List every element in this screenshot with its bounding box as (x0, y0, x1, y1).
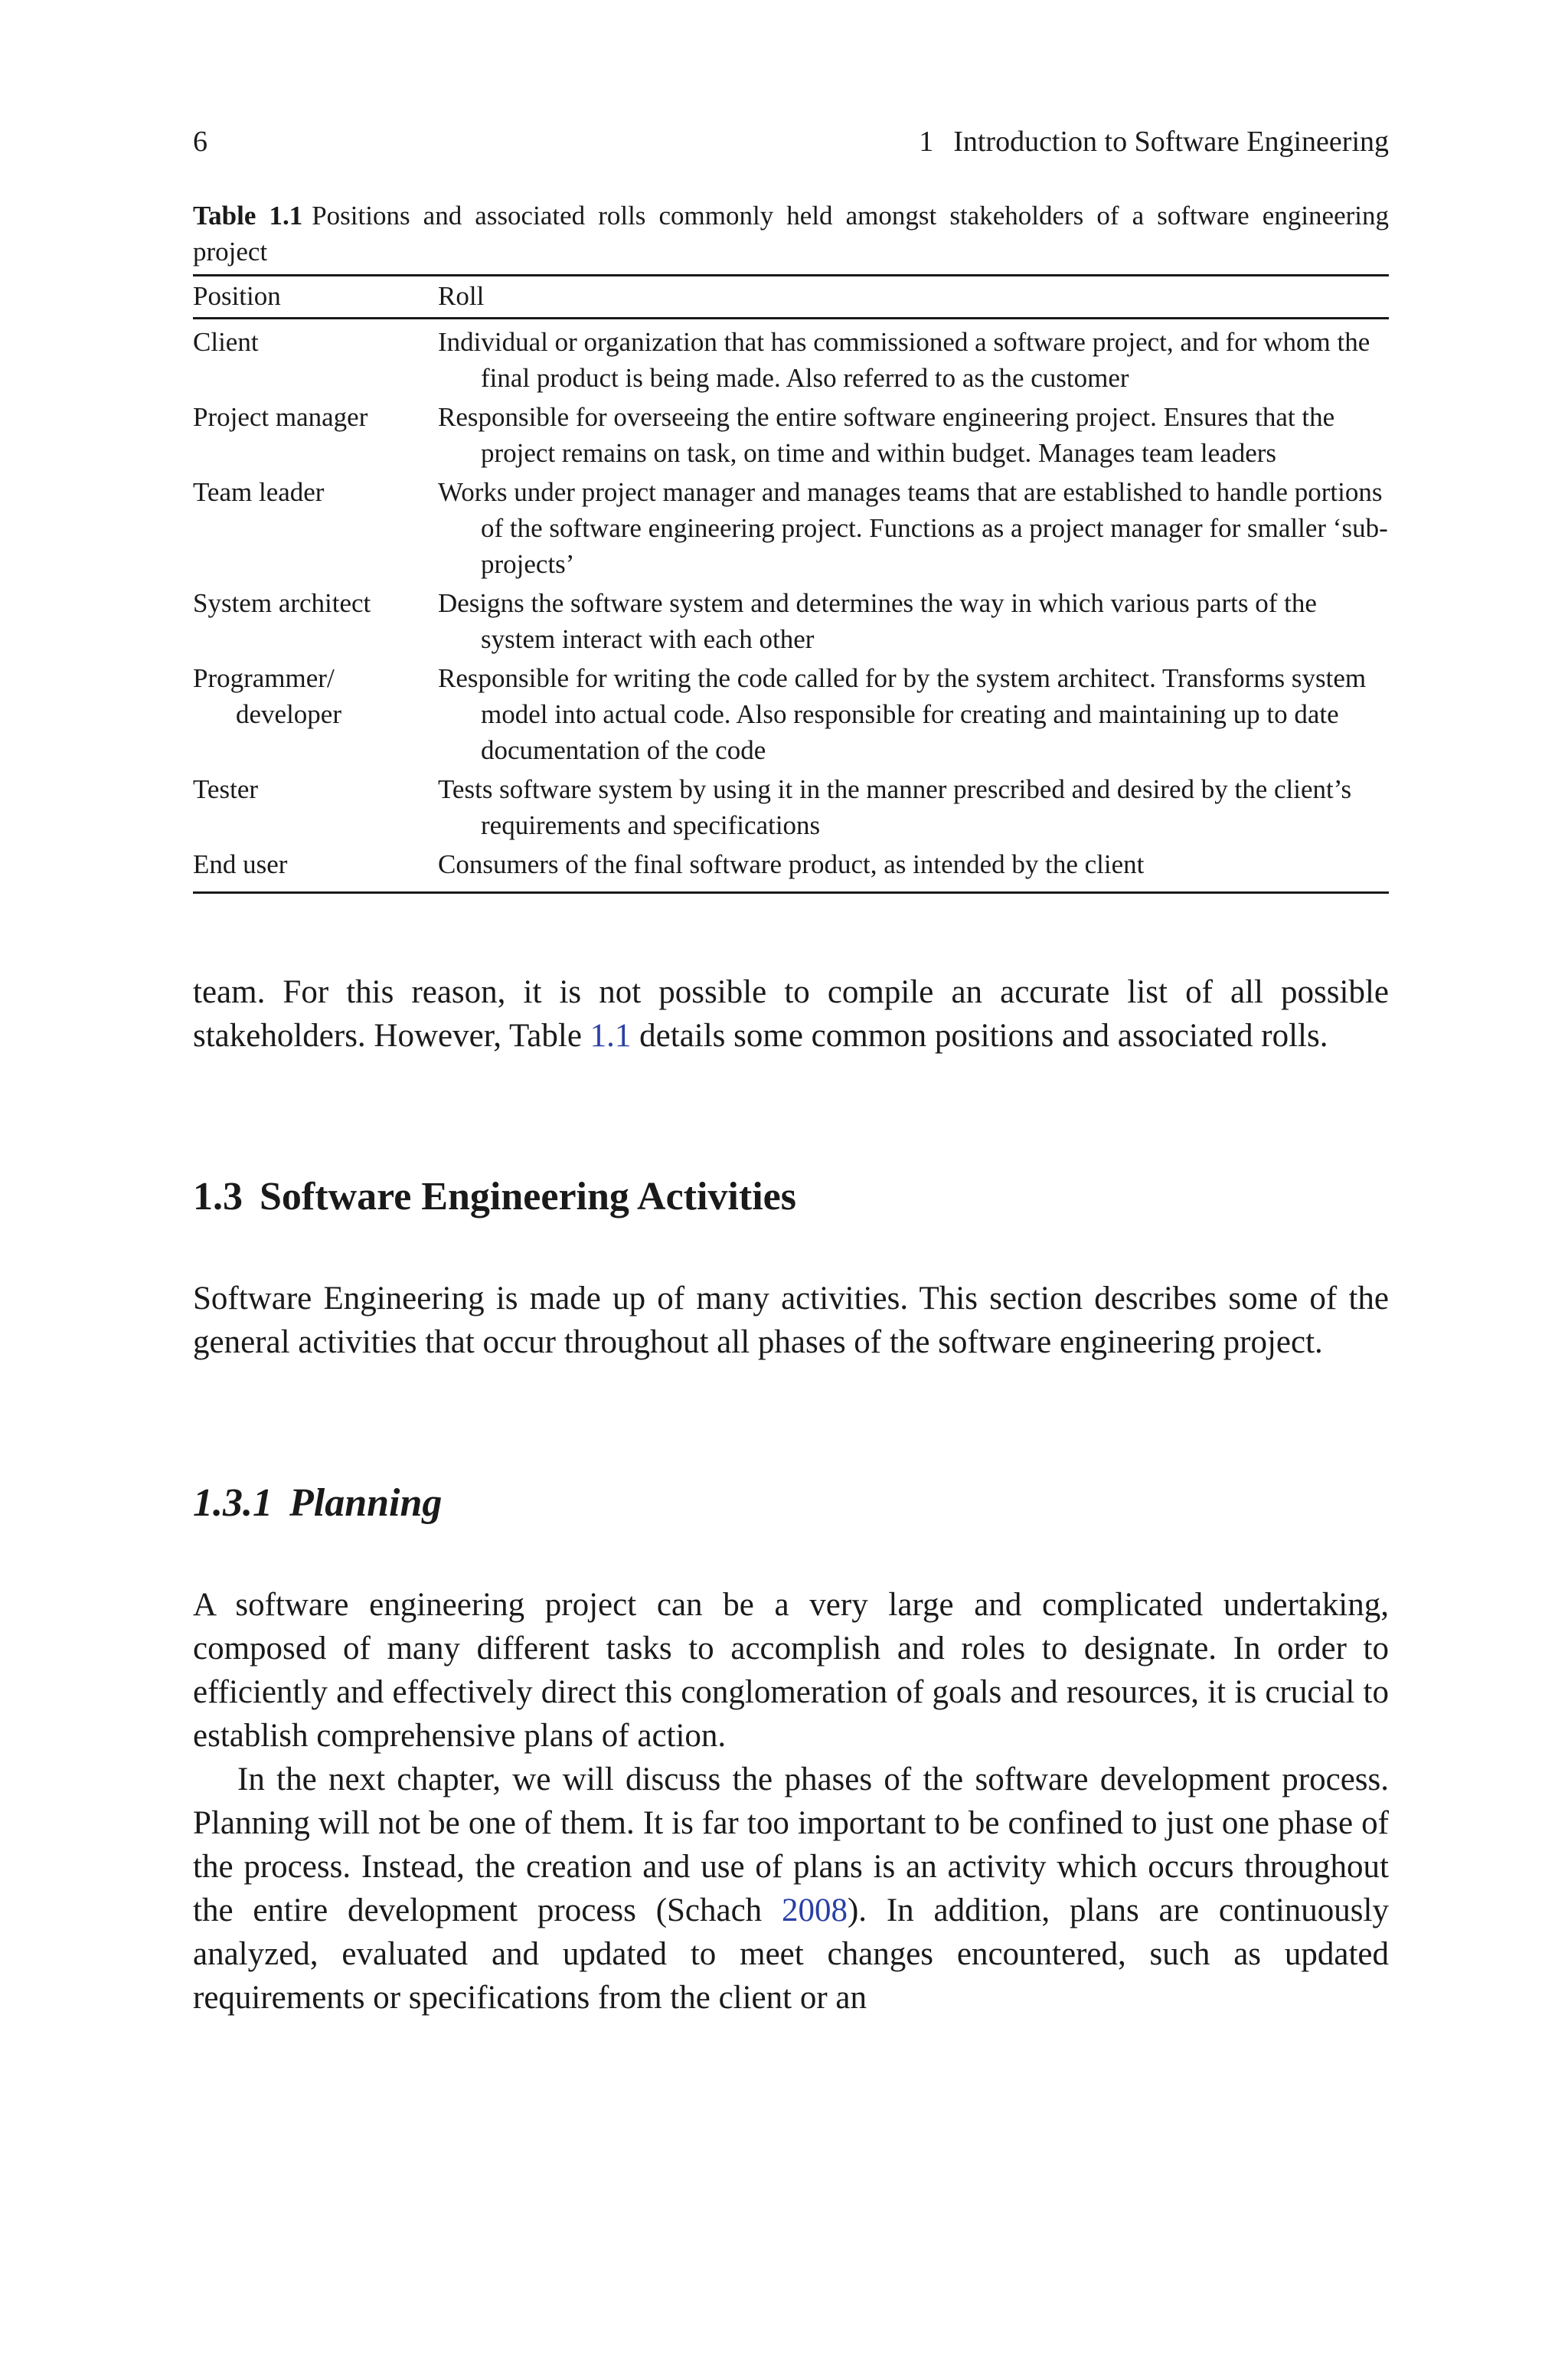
table-row (193, 845, 1389, 893)
section-heading (193, 1173, 1389, 1222)
table-row (193, 659, 1389, 770)
table-row (193, 584, 1389, 659)
table-row (193, 397, 1389, 473)
roll-cell: Tests software system by using it in the manner prescribed and desired by the client’s requirements and specifications (438, 774, 1352, 840)
table-caption-text: Positions and associated rolls commonly held amongst stakeholders of a software engineering project (193, 201, 1390, 267)
paragraph-planning-1: A software engineering project can be a very large and complicated undertaking, composed of many different tasks to accomplish and roles to designate. In order to efficiently and effectively direct this conglomeration of goals and resources, it is crucial to establish comprehensive plans of action. (193, 1587, 1389, 1754)
position-cell: Project manager (193, 402, 368, 432)
positions-table (193, 274, 1389, 894)
paragraph-text: team. For this reason, it is not possible to compile an accurate list of all possible stakeholders. However, Table (193, 974, 1389, 1054)
paragraph-text: details some common positions and associated rolls. (631, 1018, 1328, 1054)
chapter-number: 1 (919, 126, 934, 158)
table-caption (193, 198, 1389, 270)
citation-link[interactable]: 2008 (781, 1892, 848, 1928)
paragraph-text: In the next chapter, we will discuss the phases of the software development process. Planning will not be one of them. It is far too important to be confined to just one phase of the process. Instead, the creation and use of plans is an activity which occurs throughout the entire development process (Schach (193, 1761, 1389, 1928)
table-row (193, 770, 1389, 845)
subsection-title: Planning (289, 1481, 443, 1525)
roll-cell: Responsible for overseeing the entire software engineering project. Ensures that the project remains on task, on time and within budget. Manages team leaders (438, 402, 1335, 468)
roll-cell: Individual or organization that has commissioned a software project, and for whom the final product is being made. Also referred to as the customer (438, 327, 1370, 393)
table-label: Table 1.1 (193, 201, 303, 231)
position-cell: System architect (193, 588, 371, 618)
position-cell: Team leader (193, 477, 325, 507)
subsection-heading (193, 1479, 1389, 1528)
roll-cell: Works under project manager and manages teams that are established to handle portions of the software engineering project. Functions as a project manager for smaller ‘sub-projects’ (438, 477, 1388, 579)
chapter-heading (919, 123, 1389, 161)
roll-cell: Designs the software system and determines the way in which various parts of the system interact with each other (438, 588, 1317, 654)
section-number: 1.3 (193, 1175, 243, 1218)
roll-cell: Responsible for writing the code called for by the system architect. Transforms system model into actual code. Also responsible for creating and maintaining up to date documentation of the code (438, 663, 1367, 765)
roll-cell: Consumers of the final software product, as intended by the client (438, 845, 1389, 893)
table-row (193, 473, 1389, 584)
table-reference-link[interactable]: 1.1 (590, 1018, 632, 1054)
position-cell: End user (193, 845, 438, 893)
paragraph-stakeholders (193, 970, 1389, 1058)
page-number: 6 (193, 126, 207, 158)
position-cell: Programmer/ developer (193, 663, 341, 729)
paragraph-text: ). In addition, plans are continuously analyzed, evaluated and updated to meet changes encountered, such as updated requirements or specifications from the client or an (193, 1892, 1389, 2016)
paragraph-activities: Software Engineering is made up of many activities. This section describes some of the general activities that occur throughout all phases of the software engineering project. (193, 1281, 1389, 1360)
subsection-number: 1.3.1 (193, 1481, 273, 1525)
paragraph-planning-2 (193, 1758, 1389, 2020)
page (193, 123, 1389, 2020)
running-header (193, 123, 1389, 161)
column-header-position: Position (193, 276, 438, 319)
chapter-title: Introduction to Software Engineering (953, 126, 1389, 158)
section-title: Software Engineering Activities (260, 1175, 796, 1218)
table-row (193, 319, 1389, 398)
column-header-roll: Roll (438, 276, 1389, 319)
position-cell: Tester (193, 774, 259, 804)
position-cell: Client (193, 327, 259, 357)
table-header-row (193, 276, 1389, 319)
